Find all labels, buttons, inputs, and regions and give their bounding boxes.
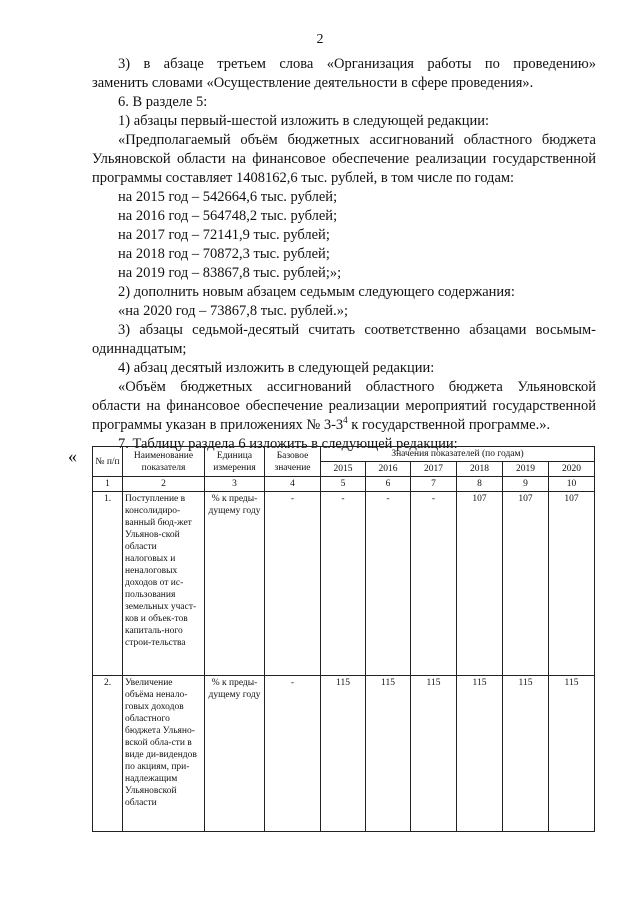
paragraph-5: 2) дополнить новым абзацем седьмым следующего содержания: [118, 284, 515, 300]
indicators-table [92, 446, 595, 832]
indicator-unit: % к преды-дущему году [205, 676, 265, 832]
column-number: 2 [123, 477, 205, 492]
header-num: № п/п [93, 447, 123, 477]
paragraph-10: 7. Таблицу раздела 6 изложить в следующей редакции: [118, 436, 458, 452]
value-2015: 115 [321, 676, 366, 832]
value-2016: - [366, 492, 411, 676]
paragraph-7-line-1: 3) абзацы седьмой-десятый считать соответственно абзацами восьмым- [118, 322, 596, 338]
value-2020: 107 [549, 492, 595, 676]
year-2017-amount: на 2017 год – 72141,9 тыс. рублей; [118, 227, 330, 243]
base-value: - [265, 676, 321, 832]
column-numbers-row [93, 477, 595, 492]
paragraph-7-line-2: одиннадцатым; [92, 341, 187, 357]
paragraph-9-line-1: «Объём бюджетных ассигнований областного бюджета Ульяновской [118, 379, 596, 395]
paragraph-9-line-2: области на финансовое обеспечение реализации мероприятий государственной [92, 398, 596, 414]
header-year: 2015 [321, 462, 366, 477]
header-year: 2020 [549, 462, 595, 477]
base-value: - [265, 492, 321, 676]
column-number: 4 [265, 477, 321, 492]
paragraph-4-line-1: «Предполагаемый объём бюджетных ассигнований областного бюджета [118, 132, 596, 148]
paragraph-1-line-1: 3) в абзаце третьем слова «Организация работы по проведению» [118, 56, 596, 72]
value-2020: 115 [549, 676, 595, 832]
column-number: 3 [205, 477, 265, 492]
year-2016-amount: на 2016 год – 564748,2 тыс. рублей; [118, 208, 338, 224]
paragraph-4-line-3: программы составляет 1408162,6 тыс. рублей, в том числе по годам: [92, 170, 515, 186]
row-number: 2. [93, 676, 123, 832]
column-number: 9 [503, 477, 549, 492]
indicator-name: Поступление в консолидиро-ванный бюд-жет Ульянов-ской области налоговых и неналоговых доходов от ис-пользования земельных участ-ков и объек-тов капиталь-ного строи-тельства [123, 492, 205, 676]
year-2019-amount: на 2019 год – 83867,8 тыс. рублей;»; [118, 265, 342, 281]
column-number: 7 [411, 477, 457, 492]
paragraph-9-text-a: программы указан в приложениях № 3-3 [92, 417, 344, 433]
paragraph-1-line-2: заменить словами «Осуществление деятельности в сфере проведения». [92, 75, 534, 91]
paragraph-9-line-3 [92, 416, 550, 435]
value-2016: 115 [366, 676, 411, 832]
header-year: 2017 [411, 462, 457, 477]
column-number: 6 [366, 477, 411, 492]
indicator-name: Увеличение объёма ненало-говых доходов областного бюджета Ульяно-вской обла-сти в виде ди-видендов по акциям, при-надлежащим Ульяновской области [123, 676, 205, 832]
paragraph-2: 6. В разделе 5: [118, 94, 208, 110]
paragraph-3: 1) абзацы первый-шестой изложить в следующей редакции: [118, 113, 490, 129]
header-unit: Единица измерения [205, 447, 265, 477]
value-2019: 107 [503, 492, 549, 676]
value-2018: 115 [457, 676, 503, 832]
value-2017: 115 [411, 676, 457, 832]
paragraph-9-text-b: к государственной программе.». [347, 417, 551, 433]
column-number: 8 [457, 477, 503, 492]
value-2017: - [411, 492, 457, 676]
row-number: 1. [93, 492, 123, 676]
header-year: 2016 [366, 462, 411, 477]
opening-quote-mark: « [68, 446, 77, 466]
value-2015: - [321, 492, 366, 676]
paragraph-6: «на 2020 год – 73867,8 тыс. рублей.»; [118, 303, 348, 319]
header-year: 2019 [503, 462, 549, 477]
paragraph-9-superscript: 4 [343, 415, 348, 426]
paragraph-4-line-2: Ульяновской области на финансовое обеспечение реализации государственной [92, 151, 596, 167]
column-number: 1 [93, 477, 123, 492]
year-2018-amount: на 2018 год – 70872,3 тыс. рублей; [118, 246, 330, 262]
year-2015-amount: на 2015 год – 542664,6 тыс. рублей; [118, 189, 338, 205]
indicator-unit: % к преды-дущему году [205, 492, 265, 676]
value-2018: 107 [457, 492, 503, 676]
header-base: Базовое значение [265, 447, 321, 477]
header-values-group: Значения показателей (по годам) [321, 447, 595, 462]
table-row [93, 492, 595, 676]
header-name: Наименование показателя [123, 447, 205, 477]
header-year: 2018 [457, 462, 503, 477]
table-header-row [93, 447, 595, 462]
paragraph-8: 4) абзац десятый изложить в следующей редакции: [118, 360, 435, 376]
table-row [93, 676, 595, 832]
page-number: 2 [316, 32, 324, 47]
column-number: 10 [549, 477, 595, 492]
value-2019: 115 [503, 676, 549, 832]
column-number: 5 [321, 477, 366, 492]
